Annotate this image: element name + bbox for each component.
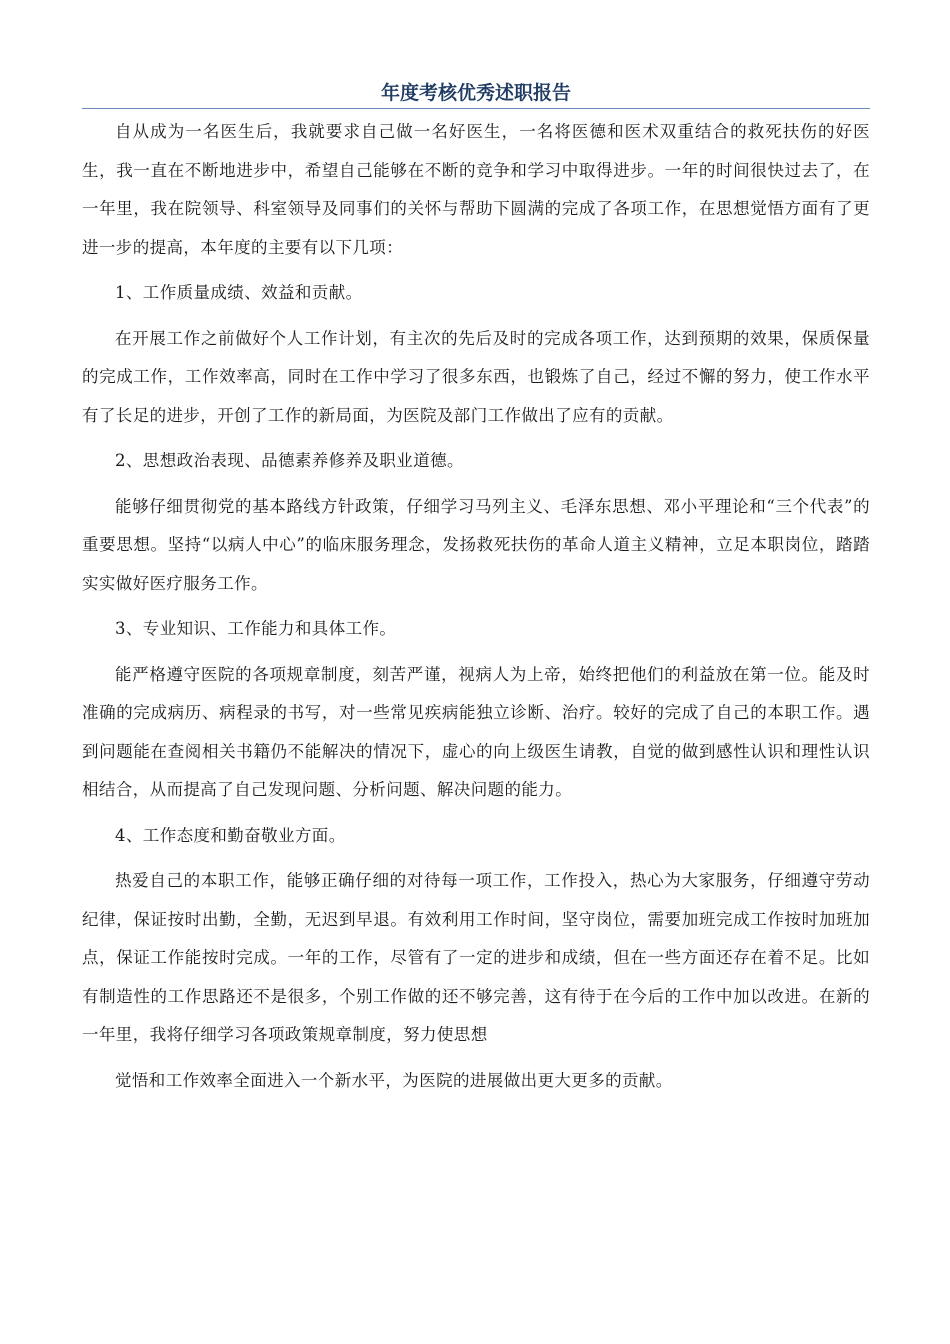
paragraph-section-3: 能严格遵守医院的各项规章制度，刻苦严谨，视病人为上帝，始终把他们的利益放在第一位。能及时准确的完成病历、病程录的书写，对一些常见疾病能独立诊断、治疗。较好的完成了自己的本职工作。遇到问题能在查阅相关书籍仍不能解决的情况下，虚心的向上级医生请教，自觉的做到感性认识和理性认识相结合，从而提高了自己发现问题、分析问题、解决问题的能力。 xyxy=(82,664,870,799)
section-heading-2: 2、思想政治表现、品德素养修养及职业道德。 xyxy=(115,451,464,470)
section-heading-3: 3、专业知识、工作能力和具体工作。 xyxy=(115,619,397,638)
title-underline xyxy=(82,108,870,109)
paragraph-section-2: 能够仔细贯彻党的基本路线方针政策，仔细学习马列主义、毛泽东思想、邓小平理论和“三个代表”的重要思想。坚持“以病人中心”的临床服务理念，发扬救死扶伤的革命人道主义精神，立足本职岗位，踏踏实实做好医疗服务工作。 xyxy=(82,496,870,593)
document-title: 年度考核优秀述职报告 xyxy=(380,82,571,104)
paragraph-section-1: 在开展工作之前做好个人工作计划，有主次的先后及时的完成各项工作，达到预期的效果，保质保量的完成工作，工作效率高，同时在工作中学习了很多东西，也锻炼了自己，经过不懈的努力，使工作水平有了长足的进步，开创了工作的新局面，为医院及部门工作做出了应有的贡献。 xyxy=(82,328,870,425)
document-page xyxy=(82,78,870,1100)
paragraph-intro: 自从成为一名医生后，我就要求自己做一名好医生，一名将医德和医术双重结合的救死扶伤的好医生，我一直在不断地进步中，希望自己能够在不断的竞争和学习中取得进步。一年的时间很快过去了，在一年里，我在院领导、科室领导及同事们的关怀与帮助下圆满的完成了各项工作，在思想觉悟方面有了更进一步的提高，本年度的主要有以下几项： xyxy=(82,122,870,257)
section-heading-4: 4、工作态度和勤奋敬业方面。 xyxy=(115,825,346,845)
section-heading-1: 1、工作质量成绩、效益和贡献。 xyxy=(115,283,363,302)
paragraph-section-4: 热爱自己的本职工作，能够正确仔细的对待每一项工作，工作投入，热心为大家服务，仔细遵守劳动纪律，保证按时出勤，全勤，无迟到早退。有效利用工作时间，坚守岗位，需要加班完成工作按时加班加点，保证工作能按时完成。一年的工作，尽管有了一定的进步和成绩，但在一些方面还存在着不足。比如有制造性的工作思路还不是很多，个别工作做的还不够完善，这有待于在今后的工作中加以改进。在新的一年里，我将仔细学习各项政策规章制度，努力使思想 xyxy=(82,871,870,1044)
paragraph-closing: 觉悟和工作效率全面进入一个新水平，为医院的进展做出更大更多的贡献。 xyxy=(115,1070,673,1090)
